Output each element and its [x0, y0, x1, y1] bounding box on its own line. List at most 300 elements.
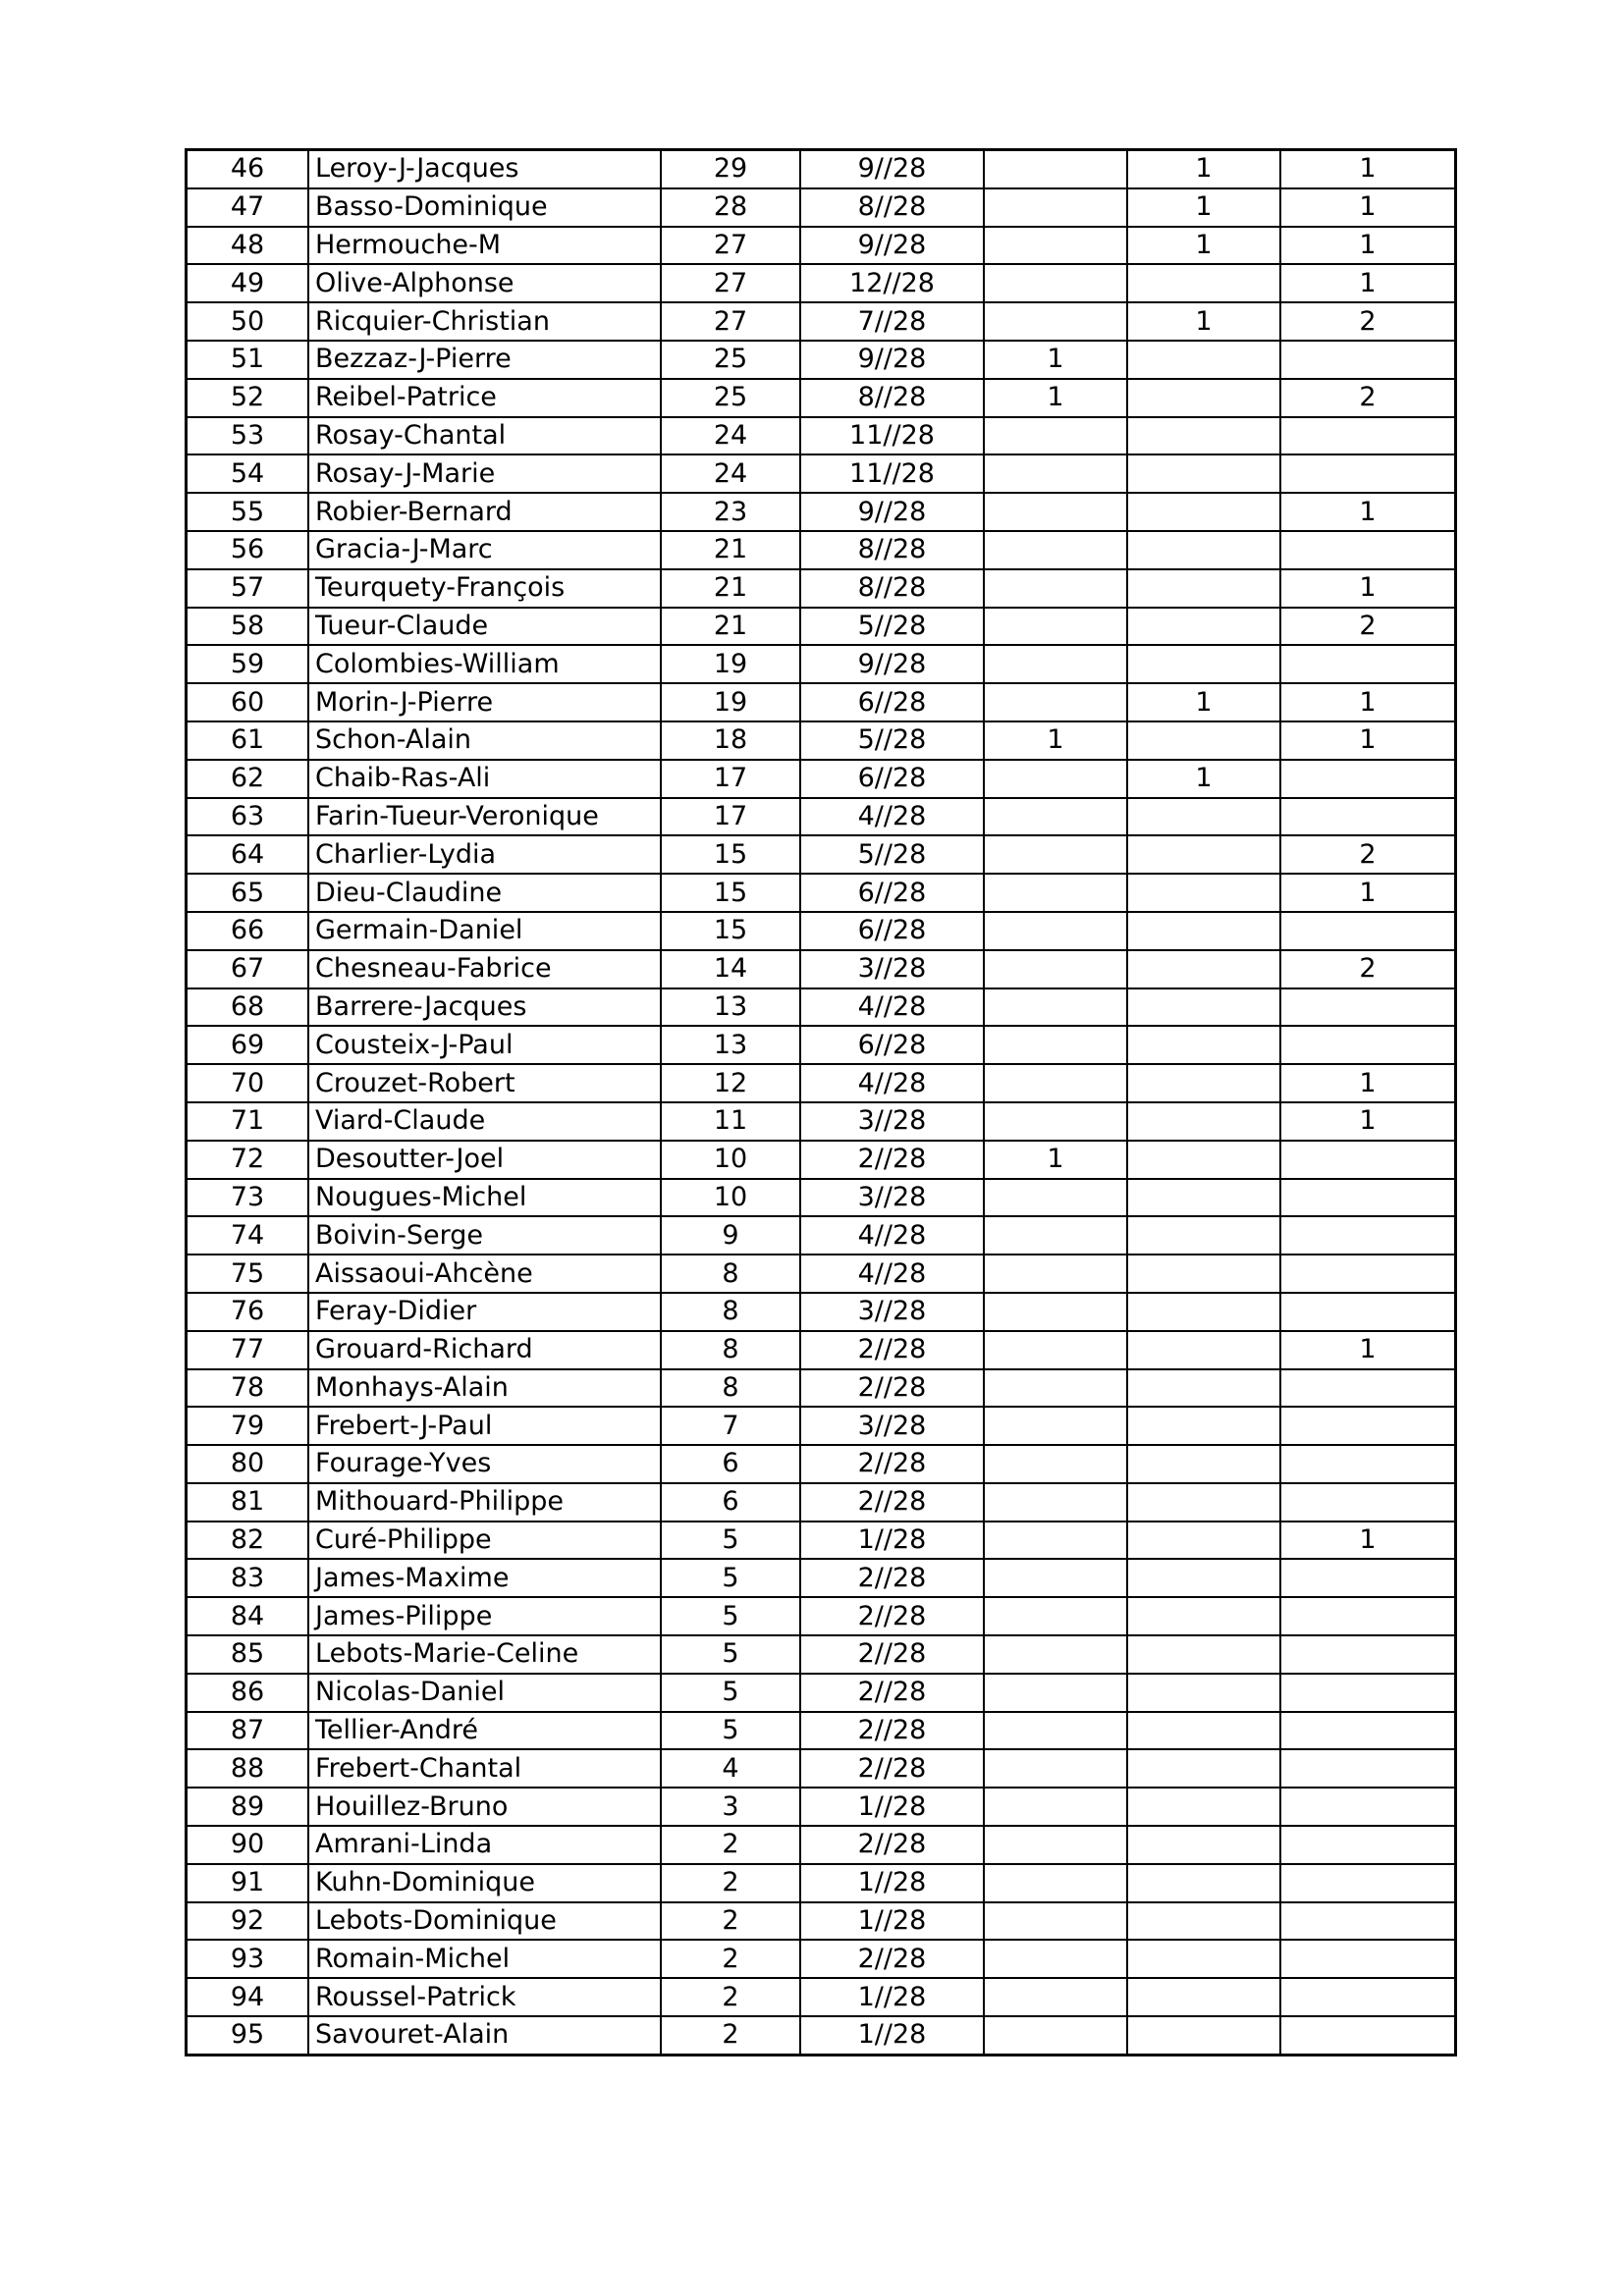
column-b-cell — [1127, 2016, 1280, 2055]
column-c-cell — [1280, 1483, 1456, 1522]
table-row — [187, 912, 1456, 950]
rank-cell: 78 — [187, 1369, 309, 1408]
column-a-cell — [984, 988, 1127, 1027]
games-played-cell: 8//28 — [800, 379, 984, 417]
column-a-cell — [984, 1216, 1127, 1255]
table-row — [187, 531, 1456, 569]
player-name-cell: Roussel-Patrick — [308, 1978, 661, 2016]
column-c-cell — [1280, 798, 1456, 836]
points-cell: 24 — [661, 417, 800, 455]
column-b-cell — [1127, 1788, 1280, 1826]
games-played-cell: 7//28 — [800, 302, 984, 341]
player-name-cell: Frebert-Chantal — [308, 1749, 661, 1788]
table-row — [187, 1674, 1456, 1712]
table-row — [187, 1712, 1456, 1750]
player-name-cell: Curé-Philippe — [308, 1522, 661, 1560]
column-c-cell: 1 — [1280, 1331, 1456, 1369]
points-cell: 4 — [661, 1749, 800, 1788]
games-played-cell: 2//28 — [800, 1826, 984, 1864]
points-cell: 9 — [661, 1216, 800, 1255]
player-name-cell: Romain-Michel — [308, 1940, 661, 1978]
points-cell: 5 — [661, 1635, 800, 1674]
column-c-cell: 2 — [1280, 835, 1456, 874]
column-a-cell — [984, 302, 1127, 341]
games-played-cell: 5//28 — [800, 721, 984, 760]
games-played-cell: 1//28 — [800, 1788, 984, 1826]
column-c-cell: 1 — [1280, 569, 1456, 608]
column-b-cell — [1127, 608, 1280, 646]
rank-cell: 64 — [187, 835, 309, 874]
column-c-cell: 2 — [1280, 302, 1456, 341]
column-a-cell — [984, 950, 1127, 988]
rank-cell: 71 — [187, 1102, 309, 1141]
table-row — [187, 1255, 1456, 1293]
column-a-cell — [984, 1255, 1127, 1293]
column-b-cell — [1127, 531, 1280, 569]
column-b-cell — [1127, 1026, 1280, 1064]
table-row — [187, 988, 1456, 1027]
games-played-cell: 11//28 — [800, 454, 984, 493]
rank-cell: 63 — [187, 798, 309, 836]
games-played-cell: 2//28 — [800, 1331, 984, 1369]
points-cell: 2 — [661, 1902, 800, 1941]
points-cell: 19 — [661, 645, 800, 683]
games-played-cell: 3//28 — [800, 1102, 984, 1141]
column-a-cell — [984, 1331, 1127, 1369]
player-name-cell: Rosay-Chantal — [308, 417, 661, 455]
column-a-cell — [984, 150, 1127, 188]
rank-cell: 72 — [187, 1141, 309, 1179]
column-c-cell: 1 — [1280, 493, 1456, 531]
column-a-cell — [984, 874, 1127, 912]
column-a-cell — [984, 1674, 1127, 1712]
column-b-cell — [1127, 1902, 1280, 1941]
player-name-cell: Farin-Tueur-Veronique — [308, 798, 661, 836]
column-b-cell — [1127, 1483, 1280, 1522]
games-played-cell: 3//28 — [800, 1179, 984, 1217]
table-row — [187, 493, 1456, 531]
column-b-cell — [1127, 417, 1280, 455]
column-a-cell — [984, 912, 1127, 950]
player-name-cell: Robier-Bernard — [308, 493, 661, 531]
points-cell: 2 — [661, 1978, 800, 2016]
rank-cell: 60 — [187, 683, 309, 721]
column-a-cell — [984, 1064, 1127, 1102]
rank-cell: 95 — [187, 2016, 309, 2055]
table-row — [187, 1179, 1456, 1217]
points-cell: 10 — [661, 1179, 800, 1217]
rank-cell: 92 — [187, 1902, 309, 1941]
points-cell: 5 — [661, 1674, 800, 1712]
column-b-cell — [1127, 1216, 1280, 1255]
column-b-cell — [1127, 1064, 1280, 1102]
points-cell: 7 — [661, 1407, 800, 1445]
player-name-cell: Schon-Alain — [308, 721, 661, 760]
player-name-cell: Lebots-Marie-Celine — [308, 1635, 661, 1674]
column-c-cell: 1 — [1280, 683, 1456, 721]
rank-cell: 50 — [187, 302, 309, 341]
games-played-cell: 9//28 — [800, 493, 984, 531]
table-row — [187, 1788, 1456, 1826]
rank-cell: 48 — [187, 227, 309, 265]
games-played-cell: 9//28 — [800, 645, 984, 683]
points-cell: 15 — [661, 874, 800, 912]
column-c-cell: 1 — [1280, 721, 1456, 760]
table-row — [187, 683, 1456, 721]
rank-cell: 82 — [187, 1522, 309, 1560]
games-played-cell: 2//28 — [800, 1483, 984, 1522]
games-played-cell: 9//28 — [800, 150, 984, 188]
games-played-cell: 4//28 — [800, 988, 984, 1027]
table-row — [187, 1141, 1456, 1179]
player-name-cell: Boivin-Serge — [308, 1216, 661, 1255]
table-row — [187, 188, 1456, 227]
table-row — [187, 150, 1456, 188]
table-row — [187, 1483, 1456, 1522]
points-cell: 24 — [661, 454, 800, 493]
table-row — [187, 721, 1456, 760]
player-name-cell: James-Maxime — [308, 1559, 661, 1597]
column-c-cell — [1280, 1559, 1456, 1597]
column-c-cell — [1280, 1369, 1456, 1408]
games-played-cell: 3//28 — [800, 1407, 984, 1445]
column-a-cell — [984, 417, 1127, 455]
column-a-cell — [984, 1749, 1127, 1788]
column-a-cell — [984, 1826, 1127, 1864]
player-name-cell: Houillez-Bruno — [308, 1788, 661, 1826]
column-a-cell — [984, 1902, 1127, 1941]
player-name-cell: Cousteix-J-Paul — [308, 1026, 661, 1064]
column-b-cell: 1 — [1127, 150, 1280, 188]
column-c-cell — [1280, 1026, 1456, 1064]
column-c-cell — [1280, 1826, 1456, 1864]
points-cell: 6 — [661, 1445, 800, 1483]
table-row — [187, 798, 1456, 836]
games-played-cell: 8//28 — [800, 569, 984, 608]
player-name-cell: Desoutter-Joel — [308, 1141, 661, 1179]
column-b-cell — [1127, 721, 1280, 760]
column-b-cell — [1127, 1940, 1280, 1978]
rank-cell: 81 — [187, 1483, 309, 1522]
rank-cell: 61 — [187, 721, 309, 760]
points-cell: 2 — [661, 1864, 800, 1902]
rank-cell: 79 — [187, 1407, 309, 1445]
table-row — [187, 417, 1456, 455]
player-name-cell: Viard-Claude — [308, 1102, 661, 1141]
points-cell: 27 — [661, 264, 800, 302]
rank-cell: 86 — [187, 1674, 309, 1712]
player-name-cell: Leroy-J-Jacques — [308, 150, 661, 188]
column-a-cell — [984, 1445, 1127, 1483]
table-row — [187, 1559, 1456, 1597]
column-c-cell — [1280, 1597, 1456, 1635]
table-row — [187, 874, 1456, 912]
games-played-cell: 2//28 — [800, 1712, 984, 1750]
games-played-cell: 9//28 — [800, 341, 984, 379]
points-cell: 14 — [661, 950, 800, 988]
points-cell: 23 — [661, 493, 800, 531]
rank-cell: 49 — [187, 264, 309, 302]
points-cell: 3 — [661, 1788, 800, 1826]
table-row — [187, 1064, 1456, 1102]
rank-cell: 70 — [187, 1064, 309, 1102]
player-name-cell: Kuhn-Dominique — [308, 1864, 661, 1902]
points-cell: 6 — [661, 1483, 800, 1522]
rank-cell: 83 — [187, 1559, 309, 1597]
column-b-cell — [1127, 1179, 1280, 1217]
points-cell: 11 — [661, 1102, 800, 1141]
games-played-cell: 9//28 — [800, 227, 984, 265]
column-b-cell: 1 — [1127, 760, 1280, 798]
player-name-cell: Colombies-William — [308, 645, 661, 683]
table-row — [187, 608, 1456, 646]
points-cell: 13 — [661, 988, 800, 1027]
column-b-cell — [1127, 1712, 1280, 1750]
table-row — [187, 1026, 1456, 1064]
points-cell: 2 — [661, 1940, 800, 1978]
player-name-cell: Reibel-Patrice — [308, 379, 661, 417]
player-name-cell: Chaib-Ras-Ali — [308, 760, 661, 798]
column-c-cell: 1 — [1280, 264, 1456, 302]
points-cell: 2 — [661, 2016, 800, 2055]
column-c-cell — [1280, 1179, 1456, 1217]
column-a-cell — [984, 1712, 1127, 1750]
player-name-cell: Lebots-Dominique — [308, 1902, 661, 1941]
points-cell: 15 — [661, 835, 800, 874]
player-name-cell: Tueur-Claude — [308, 608, 661, 646]
games-played-cell: 2//28 — [800, 1749, 984, 1788]
column-b-cell — [1127, 1141, 1280, 1179]
rank-cell: 85 — [187, 1635, 309, 1674]
rank-cell: 88 — [187, 1749, 309, 1788]
column-a-cell — [984, 493, 1127, 531]
player-name-cell: Hermouche-M — [308, 227, 661, 265]
ranking-table — [185, 148, 1457, 2056]
table-row — [187, 645, 1456, 683]
column-b-cell — [1127, 1522, 1280, 1560]
table-row — [187, 264, 1456, 302]
column-c-cell — [1280, 1407, 1456, 1445]
column-c-cell — [1280, 1788, 1456, 1826]
rank-cell: 93 — [187, 1940, 309, 1978]
player-name-cell: Mithouard-Philippe — [308, 1483, 661, 1522]
player-name-cell: Morin-J-Pierre — [308, 683, 661, 721]
column-c-cell: 1 — [1280, 188, 1456, 227]
column-a-cell — [984, 1635, 1127, 1674]
column-a-cell — [984, 531, 1127, 569]
table-row — [187, 835, 1456, 874]
column-b-cell — [1127, 379, 1280, 417]
games-played-cell: 4//28 — [800, 1216, 984, 1255]
points-cell: 19 — [661, 683, 800, 721]
points-cell: 5 — [661, 1559, 800, 1597]
column-a-cell — [984, 1483, 1127, 1522]
points-cell: 17 — [661, 798, 800, 836]
player-name-cell: Barrere-Jacques — [308, 988, 661, 1027]
rank-cell: 80 — [187, 1445, 309, 1483]
points-cell: 8 — [661, 1255, 800, 1293]
player-name-cell: Germain-Daniel — [308, 912, 661, 950]
games-played-cell: 3//28 — [800, 1293, 984, 1331]
player-name-cell: Feray-Didier — [308, 1293, 661, 1331]
player-name-cell: Crouzet-Robert — [308, 1064, 661, 1102]
column-a-cell — [984, 1026, 1127, 1064]
column-c-cell — [1280, 1712, 1456, 1750]
column-a-cell — [984, 227, 1127, 265]
column-b-cell — [1127, 1445, 1280, 1483]
points-cell: 17 — [661, 760, 800, 798]
games-played-cell: 6//28 — [800, 1026, 984, 1064]
player-name-cell: Rosay-J-Marie — [308, 454, 661, 493]
column-b-cell: 1 — [1127, 302, 1280, 341]
points-cell: 8 — [661, 1293, 800, 1331]
games-played-cell: 6//28 — [800, 760, 984, 798]
games-played-cell: 1//28 — [800, 1522, 984, 1560]
player-name-cell: Nicolas-Daniel — [308, 1674, 661, 1712]
column-c-cell — [1280, 531, 1456, 569]
rank-cell: 56 — [187, 531, 309, 569]
games-played-cell: 2//28 — [800, 1674, 984, 1712]
points-cell: 5 — [661, 1597, 800, 1635]
column-c-cell — [1280, 417, 1456, 455]
rank-cell: 74 — [187, 1216, 309, 1255]
column-a-cell — [984, 569, 1127, 608]
table-row — [187, 1102, 1456, 1141]
column-a-cell — [984, 1559, 1127, 1597]
column-a-cell — [984, 760, 1127, 798]
column-c-cell — [1280, 1674, 1456, 1712]
points-cell: 5 — [661, 1712, 800, 1750]
rank-cell: 55 — [187, 493, 309, 531]
column-b-cell — [1127, 1674, 1280, 1712]
table-row — [187, 1635, 1456, 1674]
rank-cell: 89 — [187, 1788, 309, 1826]
points-cell: 25 — [661, 379, 800, 417]
column-c-cell — [1280, 1902, 1456, 1941]
column-b-cell: 1 — [1127, 227, 1280, 265]
table-row — [187, 379, 1456, 417]
column-a-cell — [984, 1407, 1127, 1445]
column-b-cell — [1127, 1407, 1280, 1445]
games-played-cell: 2//28 — [800, 1597, 984, 1635]
rank-cell: 46 — [187, 150, 309, 188]
column-a-cell — [984, 2016, 1127, 2055]
column-a-cell — [984, 608, 1127, 646]
player-name-cell: Basso-Dominique — [308, 188, 661, 227]
table-row — [187, 1749, 1456, 1788]
column-c-cell — [1280, 1864, 1456, 1902]
player-name-cell: Monhays-Alain — [308, 1369, 661, 1408]
player-name-cell: Tellier-André — [308, 1712, 661, 1750]
points-cell: 12 — [661, 1064, 800, 1102]
column-b-cell — [1127, 341, 1280, 379]
column-c-cell: 2 — [1280, 608, 1456, 646]
games-played-cell: 5//28 — [800, 835, 984, 874]
column-a-cell — [984, 835, 1127, 874]
rank-cell: 76 — [187, 1293, 309, 1331]
column-b-cell — [1127, 1331, 1280, 1369]
column-a-cell — [984, 188, 1127, 227]
column-b-cell — [1127, 645, 1280, 683]
games-played-cell: 2//28 — [800, 1635, 984, 1674]
column-b-cell — [1127, 1864, 1280, 1902]
column-a-cell — [984, 645, 1127, 683]
player-name-cell: Fourage-Yves — [308, 1445, 661, 1483]
rank-cell: 87 — [187, 1712, 309, 1750]
games-played-cell: 1//28 — [800, 1978, 984, 2016]
player-name-cell: Amrani-Linda — [308, 1826, 661, 1864]
games-played-cell: 3//28 — [800, 950, 984, 988]
player-name-cell: Ricquier-Christian — [308, 302, 661, 341]
column-b-cell — [1127, 1559, 1280, 1597]
points-cell: 8 — [661, 1369, 800, 1408]
rank-cell: 58 — [187, 608, 309, 646]
column-a-cell — [984, 683, 1127, 721]
column-b-cell: 1 — [1127, 683, 1280, 721]
points-cell: 8 — [661, 1331, 800, 1369]
rank-cell: 75 — [187, 1255, 309, 1293]
games-played-cell: 2//28 — [800, 1559, 984, 1597]
games-played-cell: 12//28 — [800, 264, 984, 302]
column-b-cell — [1127, 912, 1280, 950]
player-name-cell: Gracia-J-Marc — [308, 531, 661, 569]
column-b-cell — [1127, 454, 1280, 493]
points-cell: 18 — [661, 721, 800, 760]
column-b-cell — [1127, 1826, 1280, 1864]
column-c-cell — [1280, 912, 1456, 950]
column-c-cell — [1280, 1940, 1456, 1978]
table-row — [187, 1331, 1456, 1369]
player-name-cell: Teurquety-François — [308, 569, 661, 608]
column-a-cell — [984, 1293, 1127, 1331]
rank-cell: 69 — [187, 1026, 309, 1064]
ranking-table-body — [187, 150, 1456, 2056]
table-row — [187, 1902, 1456, 1941]
player-name-cell: Olive-Alphonse — [308, 264, 661, 302]
rank-cell: 54 — [187, 454, 309, 493]
games-played-cell: 1//28 — [800, 1902, 984, 1941]
rank-cell: 59 — [187, 645, 309, 683]
column-c-cell — [1280, 1255, 1456, 1293]
player-name-cell: Savouret-Alain — [308, 2016, 661, 2055]
games-played-cell: 4//28 — [800, 1255, 984, 1293]
player-name-cell: Nougues-Michel — [308, 1179, 661, 1217]
games-played-cell: 5//28 — [800, 608, 984, 646]
games-played-cell: 6//28 — [800, 874, 984, 912]
column-a-cell — [984, 1102, 1127, 1141]
column-b-cell — [1127, 1635, 1280, 1674]
column-c-cell — [1280, 760, 1456, 798]
table-row — [187, 569, 1456, 608]
table-row — [187, 1826, 1456, 1864]
points-cell: 21 — [661, 569, 800, 608]
column-c-cell: 1 — [1280, 1064, 1456, 1102]
table-row — [187, 1216, 1456, 1255]
column-a-cell — [984, 454, 1127, 493]
table-row — [187, 227, 1456, 265]
rank-cell: 90 — [187, 1826, 309, 1864]
table-row — [187, 1597, 1456, 1635]
rank-cell: 62 — [187, 760, 309, 798]
column-b-cell — [1127, 1293, 1280, 1331]
table-row — [187, 1369, 1456, 1408]
points-cell: 5 — [661, 1522, 800, 1560]
column-a-cell: 1 — [984, 1141, 1127, 1179]
table-row — [187, 2016, 1456, 2055]
column-c-cell — [1280, 1293, 1456, 1331]
column-c-cell — [1280, 1141, 1456, 1179]
points-cell: 13 — [661, 1026, 800, 1064]
